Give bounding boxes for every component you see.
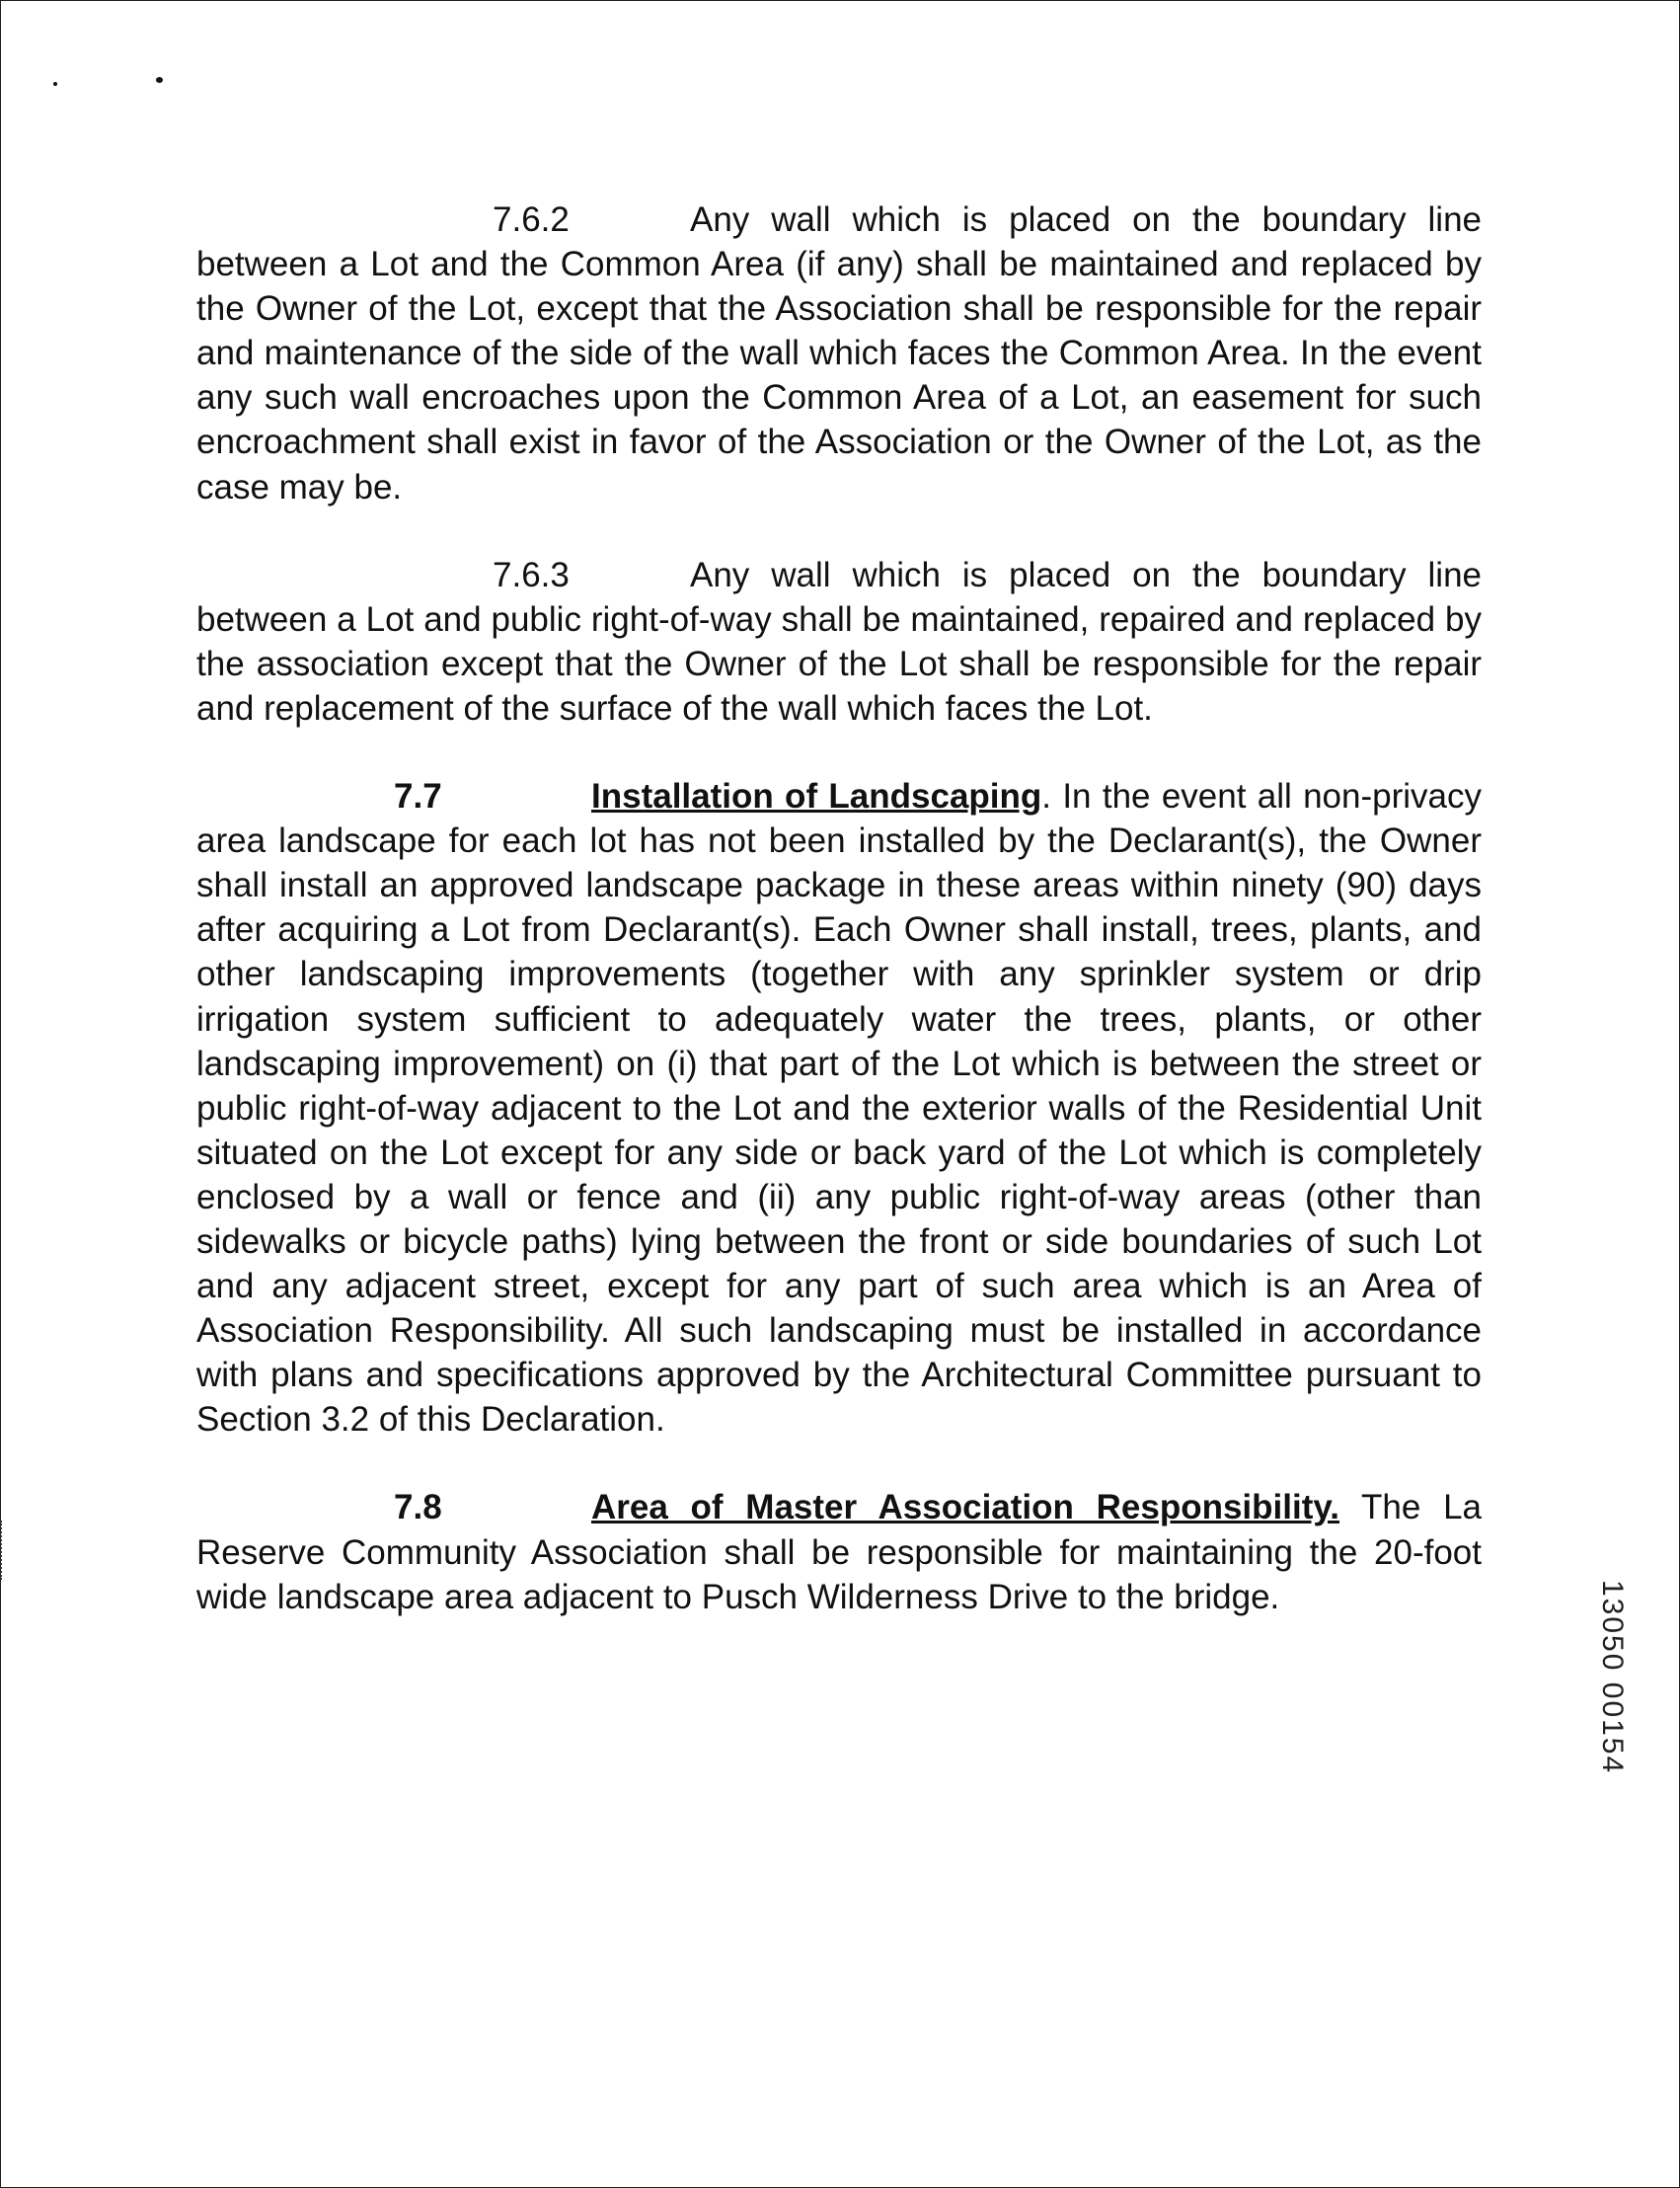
section-7-6-3 <box>196 553 1482 731</box>
document-page <box>196 197 1482 1619</box>
recording-number: 13050 00154 <box>1596 1580 1629 1775</box>
scan-speck <box>156 77 163 83</box>
section-body: The La Reserve Community Association shall be responsible for maintaining the 20-foot wide landscape area adjacent to Pusch Wilderness Drive to the bridge. <box>196 1488 1483 1616</box>
section-7-8 <box>196 1485 1482 1618</box>
section-number: 7.6.2 <box>493 200 570 239</box>
heading-punct: . <box>1041 777 1052 817</box>
section-body: Any wall which is placed on the boundary line between a Lot and the Common Area (if any) shall be maintained and replaced by the Owner of the Lot, except that the Association shall be responsible for the repair and maintenance of the side of the wall which faces the Common Area. In the event any such wall encroaches upon the Common Area of a Lot, an easement for such encroachment shall exist in favor of the Association or the Owner of the Lot, as the case may be. <box>196 200 1482 507</box>
section-body: In the event all non-privacy area landscape for each lot has not been installed by the Declarant(s), the Owner shall install an approved landscape package in these areas within ninety (90) days after acquiring a Lot from Declarant(s). Each Owner shall install, trees, plants, and other landscaping improvements (together with any sprinkler system or drip irrigation system sufficient to adequately water the trees, plants, or other landscaping improvement) on (i) that part of the Lot which is between the street or public right-of-way adjacent to the Lot and the exterior walls of the Residential Unit situated on the Lot except for any side or back yard of the Lot which is completely enclosed by a wall or fence and (ii) any public right-of-way areas (other than sidewalks or bicycle paths) lying between the front or side boundaries of such Lot and any adjacent street, except for any part of such area which is an Area of Association Responsibility. All such landscaping must be installed in accordance with plans and specifications approved by the Architectural Committee pursuant to Section 3.2 of this Declaration. <box>196 777 1482 1440</box>
section-body: Any wall which is placed on the boundary line between a Lot and public right-of-way shall be maintained, repaired and replaced by the association except that the Owner of the Lot shall be responsible for the repair and replacement of the surface of the wall which faces the Lot. <box>196 555 1482 728</box>
section-number: 7.8 <box>394 1488 442 1527</box>
section-heading: Area of Master Association Responsibility. <box>591 1488 1339 1527</box>
scan-speck <box>53 82 57 86</box>
section-7-6-2 <box>196 197 1482 509</box>
section-7-7 <box>196 774 1482 1442</box>
scan-edge-marks <box>0 1521 5 1580</box>
section-number: 7.7 <box>394 777 442 817</box>
section-number: 7.6.3 <box>493 555 570 594</box>
section-heading: Installation of Landscaping <box>591 777 1042 817</box>
